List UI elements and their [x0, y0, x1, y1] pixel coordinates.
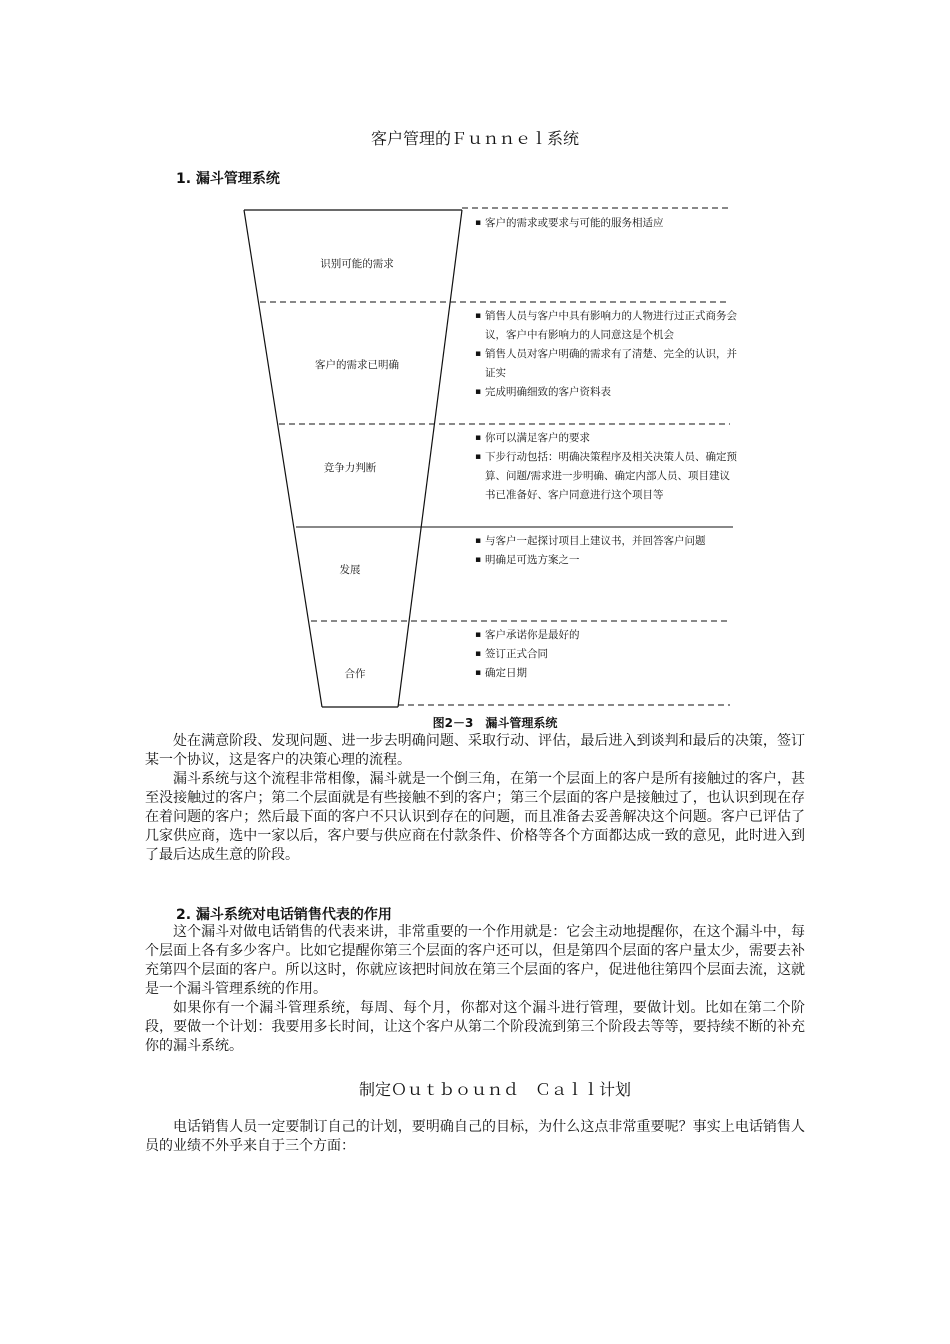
bullet-item: ▪ 客户的需求或要求与可能的服务相适应 — [476, 214, 738, 233]
stage-label-3: 竞争力判断 — [323, 462, 377, 474]
bullet-item: ▪ 客户承诺你是最好的 — [476, 626, 738, 645]
stage-bullets-1 — [476, 214, 738, 233]
stage-bullets-2 — [476, 307, 738, 402]
bullet-item: ▪ 销售人员与客户中具有影响力的人物进行过正式商务会议，客户中有影响力的人同意这是个机会 — [476, 307, 738, 345]
stage-label-1: 识别可能的需求 — [320, 258, 394, 270]
stage-bullets-3 — [476, 429, 738, 505]
bullet-item: ▪ 明确足可选方案之一 — [476, 551, 738, 570]
section-heading-1: 1. 漏斗管理系统 — [176, 171, 280, 187]
stage-label-5: 合作 — [344, 668, 366, 680]
paragraph: 处在满意阶段、发现问题、进一步去明确问题、采取行动、评估，最后进入到谈判和最后的决策，签订某一个协议，这是客户的决策心理的流程。 — [145, 733, 805, 768]
stage-label-2: 客户的需求已明确 — [315, 359, 399, 371]
funnel-right-edge — [398, 210, 462, 707]
bullet-item: ▪ 完成明确细致的客户资料表 — [476, 383, 738, 402]
section-title-3: 制定Ｏｕｔｂｏｕｎｄ Ｃａｌｌ计划 — [358, 1080, 631, 1099]
document-title: 客户管理的Ｆｕｎｎｅｌ系统 — [370, 129, 579, 148]
funnel-left-edge — [244, 210, 322, 707]
paragraph: 电话销售人员一定要制订自己的计划，要明确自己的目标，为什么这点非常重要呢？事实上电话销售人员的业绩不外乎来自于三个方面： — [145, 1119, 805, 1154]
stage-bullets-5 — [476, 626, 738, 683]
bullet-item: ▪ 你可以满足客户的要求 — [476, 429, 738, 448]
bullet-item: ▪ 下步行动包括：明确决策程序及相关决策人员、确定预算、问题/需求进一步明确、确定内部人员、项目建议书已准备好、客户同意进行这个项目等 — [476, 448, 738, 505]
paragraph: 这个漏斗对做电话销售的代表来讲，非常重要的一个作用就是：它会主动地提醒你，在这个漏斗中，每个层面上各有多少客户。比如它提醒你第三个层面的客户还可以，但是第四个层面的客户量太少，需要去补充第四个层面的客户。所以这时，你就应该把时间放在第三个层面的客户，促进他往第四个层面去流，这就是一个漏斗管理系统的作用。 — [145, 924, 805, 997]
paragraph: 漏斗系统与这个流程非常相像，漏斗就是一个倒三角，在第一个层面上的客户是所有接触过的客户，甚至没接触过的客户；第二个层面就是有些接触不到的客户；第三个层面的客户是接触过了，也认识到现在存在着问题的客户；然后最下面的客户不只认识到存在的问题，而且准备去妥善解决这个问题。客户已评估了几家供应商，选中一家以后，客户要与供应商在付款条件、价格等各个方面都达成一致的意见，此时进入到了最后达成生意的阶段。 — [145, 771, 805, 863]
bullet-item: ▪ 销售人员对客户明确的需求有了清楚、完全的认识，并证实 — [476, 345, 738, 383]
bullet-item: ▪ 确定日期 — [476, 664, 738, 683]
paragraph: 如果你有一个漏斗管理系统，每周、每个月，你都对这个漏斗进行管理，要做计划。比如在第二个阶段，要做一个计划：我要用多长时间，让这个客户从第二个阶段流到第三个阶段去等等，要持续不断的补充你的漏斗系统。 — [145, 1000, 805, 1054]
bullet-item: ▪ 签订正式合同 — [476, 645, 738, 664]
figure-caption: 图2－3 漏斗管理系统 — [432, 716, 558, 730]
section-heading-2: 2. 漏斗系统对电话销售代表的作用 — [176, 907, 392, 923]
stage-bullets-4 — [476, 532, 738, 570]
stage-label-4: 发展 — [339, 564, 361, 576]
bullet-item: ▪ 与客户一起探讨项目上建议书，并回答客户问题 — [476, 532, 738, 551]
